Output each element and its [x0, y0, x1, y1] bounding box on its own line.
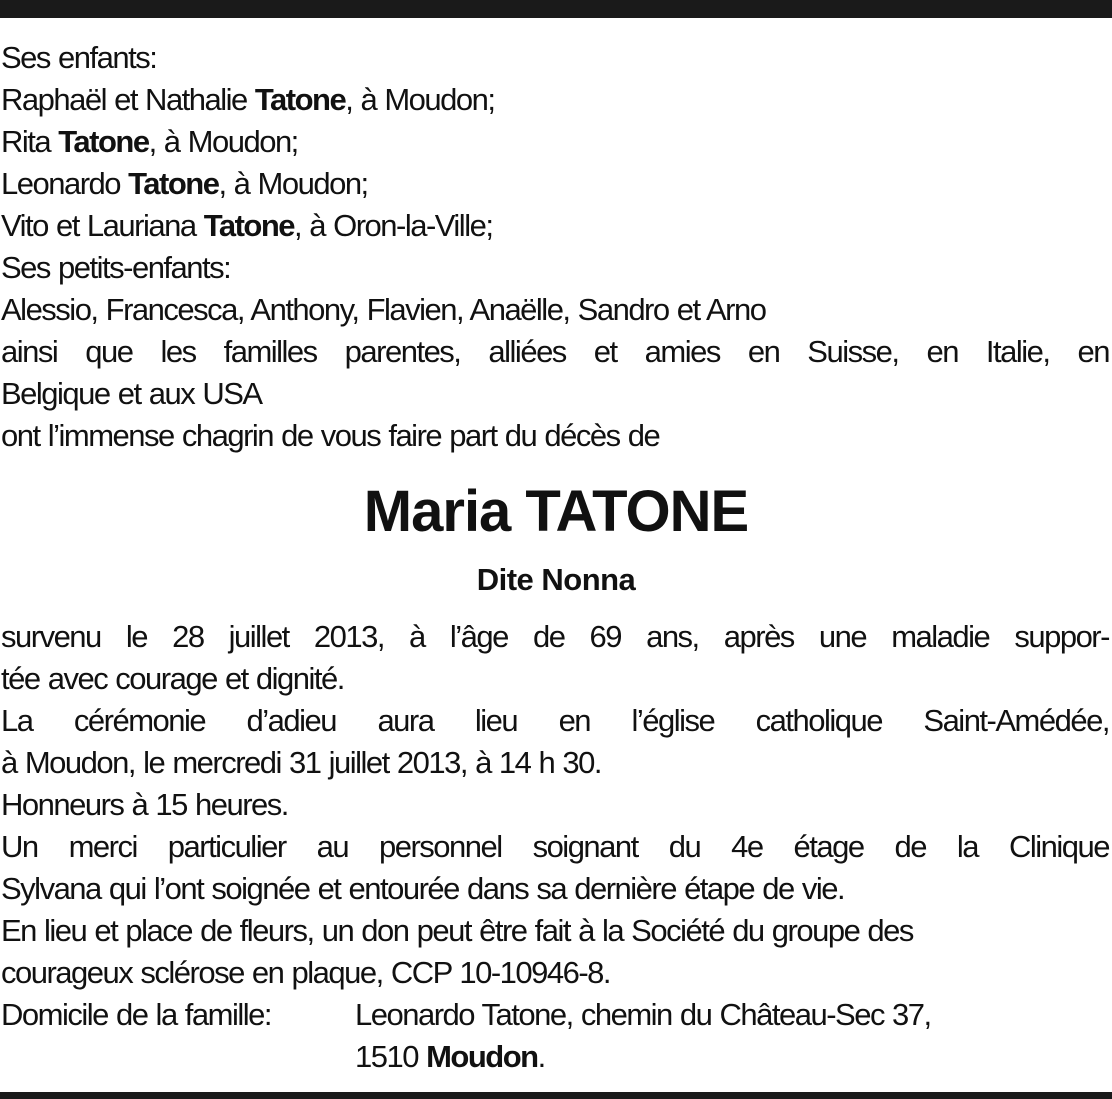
thanks-line-end: Sylvana qui l’ont soignée et entourée dans sa dernière étape de vie.: [1, 871, 845, 906]
justified-word: le: [125, 619, 148, 654]
justified-word: et: [593, 334, 617, 369]
justified-word: personnel: [378, 829, 502, 864]
thanks-line: [1, 826, 1109, 868]
justified-word: alliées: [488, 334, 566, 369]
domicile-town: 1510 Moudon.: [355, 1039, 545, 1074]
justified-word: lieu: [474, 703, 518, 738]
honours-text: Honneurs à 15 heures.: [1, 787, 288, 822]
justified-word: l’âge: [449, 619, 508, 654]
justified-word: juillet: [228, 619, 289, 654]
justified-word: étage: [793, 829, 864, 864]
justified-word: Un: [1, 829, 38, 864]
death-line-end: tée avec courage et dignité.: [1, 661, 344, 696]
justified-word: en: [558, 703, 591, 738]
justified-word: 69: [589, 619, 621, 654]
justified-word: amies: [644, 334, 720, 369]
ceremony-line-end: à Moudon, le mercredi 31 juillet 2013, à 14 h 30.: [1, 745, 601, 780]
justified-word: maladie: [891, 619, 990, 654]
justified-word: du: [668, 829, 701, 864]
justified-word: Clinique: [1008, 829, 1109, 864]
family-section: [1, 37, 1109, 457]
justified-word: après: [723, 619, 794, 654]
justified-word: Italie,: [985, 334, 1050, 369]
justified-word: survenu: [1, 619, 101, 654]
justified-word: les: [160, 334, 196, 369]
justified-word: à: [409, 619, 425, 654]
child-entry: Leonardo Tatone, à Moudon;: [1, 166, 368, 201]
justified-word: particulier: [167, 829, 286, 864]
grandchildren-heading: Ses petits-enfants:: [1, 250, 231, 285]
justified-word: aura: [377, 703, 434, 738]
justified-word: une: [818, 619, 867, 654]
justified-word: Suisse,: [807, 334, 899, 369]
child-entry: Raphaël et Nathalie Tatone, à Moudon;: [1, 82, 495, 117]
justified-word: 4e: [731, 829, 763, 864]
justified-word: que: [85, 334, 133, 369]
justified-word: en: [747, 334, 780, 369]
ceremony-line: [1, 700, 1109, 742]
details-section: [1, 616, 1109, 1078]
justified-word: la: [956, 829, 979, 864]
child-entry: Vito et Lauriana Tatone, à Oron-la-Ville;: [1, 208, 493, 243]
justified-word: de: [894, 829, 926, 864]
top-border-rule: [0, 0, 1112, 18]
deceased-nickname: Dite Nonna: [476, 562, 636, 597]
justified-word: merci: [68, 829, 137, 864]
justified-word: catholique: [755, 703, 882, 738]
donation-line: En lieu et place de fleurs, un don peut être fait à la Société du groupe des: [1, 913, 913, 948]
justified-word: soignant: [532, 829, 638, 864]
justified-word: ainsi: [1, 334, 58, 369]
children-heading: Ses enfants:: [1, 40, 157, 75]
justified-word: familles: [223, 334, 317, 369]
justified-word: Saint-Amédée,: [923, 703, 1109, 738]
justified-word: en: [1077, 334, 1109, 369]
deceased-name: Maria TATONE: [363, 479, 749, 544]
justified-word: cérémonie: [73, 703, 206, 738]
justified-word: parentes,: [344, 334, 461, 369]
justified-word: La: [1, 703, 33, 738]
justified-word: en: [926, 334, 958, 369]
justified-word: au: [316, 829, 349, 864]
domicile-row-postcode: [1, 1036, 1109, 1078]
donation-line-end: courageux sclérose en plaque, CCP 10-10946-8.: [1, 955, 611, 990]
relatives-line: [1, 331, 1109, 373]
justified-word: de: [532, 619, 565, 654]
relatives-line-end: Belgique et aux USA: [1, 376, 262, 411]
justified-word: suppor-: [1014, 619, 1109, 654]
bottom-border-rule: [0, 1092, 1112, 1099]
domicile-row: [1, 994, 1109, 1036]
justified-word: d’adieu: [246, 703, 337, 738]
justified-word: 2013,: [313, 619, 384, 654]
justified-word: l’église: [631, 703, 715, 738]
announcement-text: ont l’immense chagrin de vous faire part du décès de: [1, 418, 660, 453]
justified-word: ans,: [646, 619, 699, 654]
child-entry: Rita Tatone, à Moudon;: [1, 124, 298, 159]
death-line: [1, 616, 1109, 658]
grandchildren-list: Alessio, Francesca, Anthony, Flavien, Anaëlle, Sandro et Arno: [1, 292, 766, 327]
domicile-label: Domicile de la famille:: [1, 997, 271, 1032]
domicile-address: Leonardo Tatone, chemin du Château-Sec 37,: [355, 997, 931, 1032]
justified-word: 28: [172, 619, 204, 654]
